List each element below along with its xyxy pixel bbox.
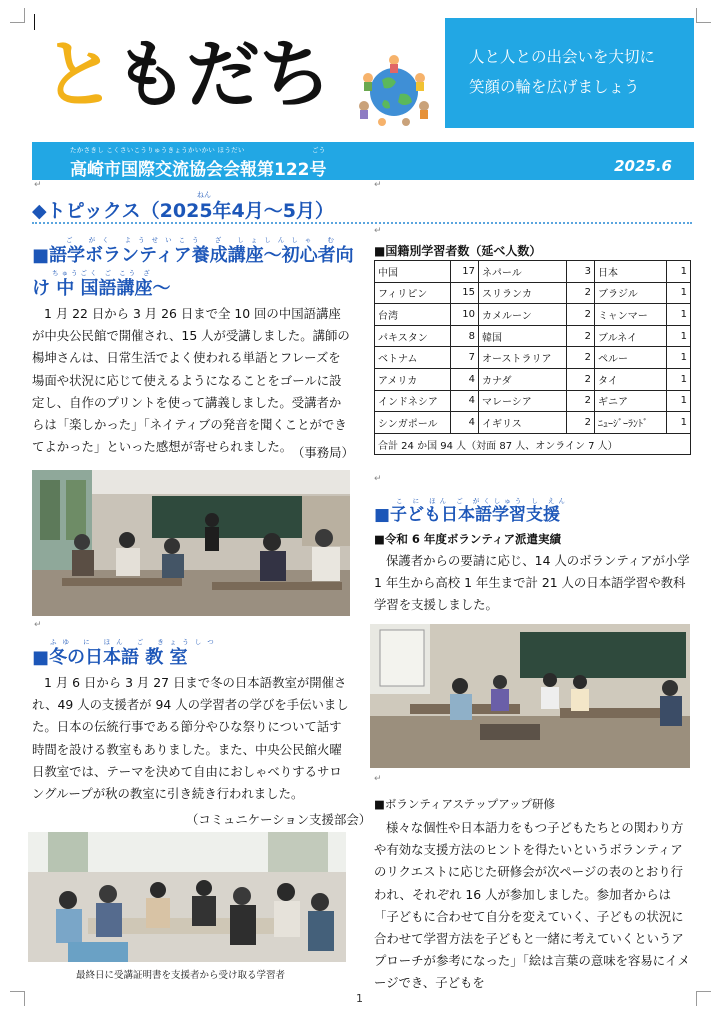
count-cell: 2 xyxy=(567,282,595,304)
stats-table-title: ■国籍別学習者数（延べ人数） xyxy=(374,244,542,258)
country-cell: カメルーン xyxy=(479,304,567,326)
crop-mark-top-right xyxy=(696,8,711,23)
article1-ruby-1: ご がく ようせいこう ざ しょしんしゃ む xyxy=(66,236,341,244)
article1-heading-line1: ■語学ボランティア養成講座～初心者向 xyxy=(32,245,354,266)
paragraph-mark: ↵ xyxy=(374,226,382,236)
issue-bar xyxy=(32,142,694,180)
paragraph-mark: ↵ xyxy=(34,620,42,630)
country-cell: アメリカ xyxy=(375,368,451,390)
country-cell: カナダ xyxy=(479,368,567,390)
count-cell: 4 xyxy=(451,390,479,412)
issue-date: 2025.6 xyxy=(614,157,672,175)
country-cell: 中国 xyxy=(375,261,451,283)
table-row xyxy=(375,347,691,369)
title-part-black: もだち xyxy=(114,32,330,118)
country-cell: 日本 xyxy=(595,261,667,283)
country-cell: シンガポール xyxy=(375,412,451,434)
article2-ruby: ふゆ に ほん ご きょうしつ xyxy=(50,638,220,646)
country-cell: イギリス xyxy=(479,412,567,434)
article3-ruby: こ に ほん ご がくしゅう し えん xyxy=(396,497,569,505)
newsletter-title xyxy=(42,32,330,118)
count-cell: 15 xyxy=(451,282,479,304)
country-cell: ネパール xyxy=(479,261,567,283)
count-cell: 17 xyxy=(451,261,479,283)
crop-mark-bottom-left xyxy=(10,991,25,1006)
paragraph-mark: ↵ xyxy=(374,180,382,190)
article3-sub2-label: ■ボランティアステップアップ研修 xyxy=(374,797,555,811)
country-cell: 台湾 xyxy=(375,304,451,326)
total-cell: 合計 24 か国 94 人（対面 87 人、オンライン 7 人） xyxy=(375,433,691,455)
count-cell: 10 xyxy=(451,304,479,326)
country-cell: ブルネイ xyxy=(595,325,667,347)
table-row xyxy=(375,325,691,347)
country-cell: タイ xyxy=(595,368,667,390)
article3-sub1-label: ■令和 6 年度ボランティア派遣実績 xyxy=(374,532,561,546)
slogan-box xyxy=(445,18,694,128)
issue-number: 高崎市国際交流協会会報第122号 xyxy=(70,160,327,180)
stats-table-body xyxy=(375,261,691,455)
article1-body: 1 月 22 日から 3 月 26 日まで全 10 回の中国語講座が中央公民館で開催され、15 人が受講しました。講師の楊坤さんは、日常生活でよく使われる単語とフレーズを場面や状況に応じて使えるようになることをゴールに設定し、自作のプリントを使って講義しました。受講者からは「楽しかった」「ネイティブの発音を聞くことができてよかった」といった感想が寄せられました。 xyxy=(32,306,350,455)
count-cell: 1 xyxy=(667,368,691,390)
article1-credit: （事務局） xyxy=(292,445,354,460)
count-cell: 1 xyxy=(667,282,691,304)
table-row xyxy=(375,412,691,434)
country-cell: フィリピン xyxy=(375,282,451,304)
country-cell: ベトナム xyxy=(375,347,451,369)
paragraph-mark: ↵ xyxy=(374,774,382,784)
country-cell: 韓国 xyxy=(479,325,567,347)
table-row xyxy=(375,390,691,412)
count-cell: 1 xyxy=(667,304,691,326)
topics-ruby: ねん xyxy=(197,191,211,199)
count-cell: 1 xyxy=(667,261,691,283)
article2-heading: ■冬の日本語 教 室 xyxy=(32,647,188,668)
article2-credit: （コミュニケーション支援部会） xyxy=(186,812,372,827)
chinese-course-photo xyxy=(32,470,350,616)
country-cell: オーストラリア xyxy=(479,347,567,369)
country-cell: ペルー xyxy=(595,347,667,369)
japanese-class-photo xyxy=(28,832,346,962)
table-row xyxy=(375,282,691,304)
text-cursor xyxy=(34,14,35,30)
topics-divider xyxy=(32,222,692,224)
article3-sub1-body: 保護者からの要請に応じ、14 人のボランティアが小学 1 年生から高校 1 年生まで計 21 人の日本語学習や教科学習を支援しました。 xyxy=(374,553,690,613)
article2-body: 1 月 6 日から 3 月 27 日まで冬の日本語教室が開催され、49 人の支援者が 94 人の学習者の学びを手伝いました。日本の伝統行事である節分やひな祭りについて話す時間を設ける教室もありました。また、中央公民館火曜日教室では、テーマを決めて自由におしゃべりするサロングループが秋の教室に引き続き行われました。 xyxy=(32,675,349,802)
table-row xyxy=(375,261,691,283)
topics-heading: ◆トピックス（2025年4月～5月） xyxy=(32,200,334,222)
count-cell: 1 xyxy=(667,325,691,347)
country-cell: インドネシア xyxy=(375,390,451,412)
page-number: 1 xyxy=(356,992,363,1005)
crop-mark-top-left xyxy=(10,8,25,23)
count-cell: 2 xyxy=(567,304,595,326)
count-cell: 7 xyxy=(451,347,479,369)
count-cell: 1 xyxy=(667,412,691,434)
country-cell: マレーシア xyxy=(479,390,567,412)
count-cell: 1 xyxy=(667,347,691,369)
count-cell: 2 xyxy=(567,368,595,390)
article3-heading: ■子ども日本語学習支援 xyxy=(374,505,561,525)
count-cell: 4 xyxy=(451,368,479,390)
article1-heading-line2: け 中 国語講座～ xyxy=(32,278,171,299)
country-cell: ブラジル xyxy=(595,282,667,304)
count-cell: 1 xyxy=(667,390,691,412)
paragraph-mark: ↵ xyxy=(34,180,42,190)
paragraph-mark: ↵ xyxy=(374,474,382,484)
article1-ruby-2: ちゅうごく ご こう ざ xyxy=(52,269,153,277)
child-support-photo xyxy=(370,624,690,768)
issue-ruby: たかさきし こくさいこうりゅうきょうかいかい ほうだい xyxy=(70,146,245,154)
country-cell: スリランカ xyxy=(479,282,567,304)
nationality-stats-table xyxy=(374,260,691,455)
count-cell: 4 xyxy=(451,412,479,434)
globe-with-children-icon xyxy=(354,50,434,130)
count-cell: 8 xyxy=(451,325,479,347)
country-cell: パキスタン xyxy=(375,325,451,347)
article3-sub2-body: 様々な個性や日本語力をもつ子どもたちとの関わり方や有効な支援方法のヒントを得たいというボランティアのリクエストに応じた研修会が次ページの表のとおり行われ、それぞれ 16 人が参加しました。参加者からは「子どもに合わせて自分を変えていく、子どもの状況に合わせて学習方法を子どもと一緒に考えていくというアプローチが参考になった」「絵は言葉の意味を容易にイメージでき、子どもを xyxy=(374,820,690,991)
table-row xyxy=(375,368,691,390)
slogan-line-2: 笑顔の輪を広げましょう xyxy=(469,78,640,96)
slogan-line-1: 人と人との出会いを大切に xyxy=(469,48,656,66)
count-cell: 2 xyxy=(567,325,595,347)
crop-mark-bottom-right xyxy=(696,991,711,1006)
count-cell: 2 xyxy=(567,412,595,434)
issue-ruby-go: ごう xyxy=(312,146,326,154)
country-cell: ミャンマー xyxy=(595,304,667,326)
photo-caption: 最終日に受講証明書を支援者から受け取る学習者 xyxy=(76,970,286,981)
count-cell: 3 xyxy=(567,261,595,283)
title-part-yellow: と xyxy=(42,32,114,118)
count-cell: 2 xyxy=(567,347,595,369)
count-cell: 2 xyxy=(567,390,595,412)
country-cell: ギニア xyxy=(595,390,667,412)
table-total-row xyxy=(375,433,691,455)
country-cell: ﾆｭｰｼﾞｰﾗﾝﾄﾞ xyxy=(595,412,667,434)
table-row xyxy=(375,304,691,326)
